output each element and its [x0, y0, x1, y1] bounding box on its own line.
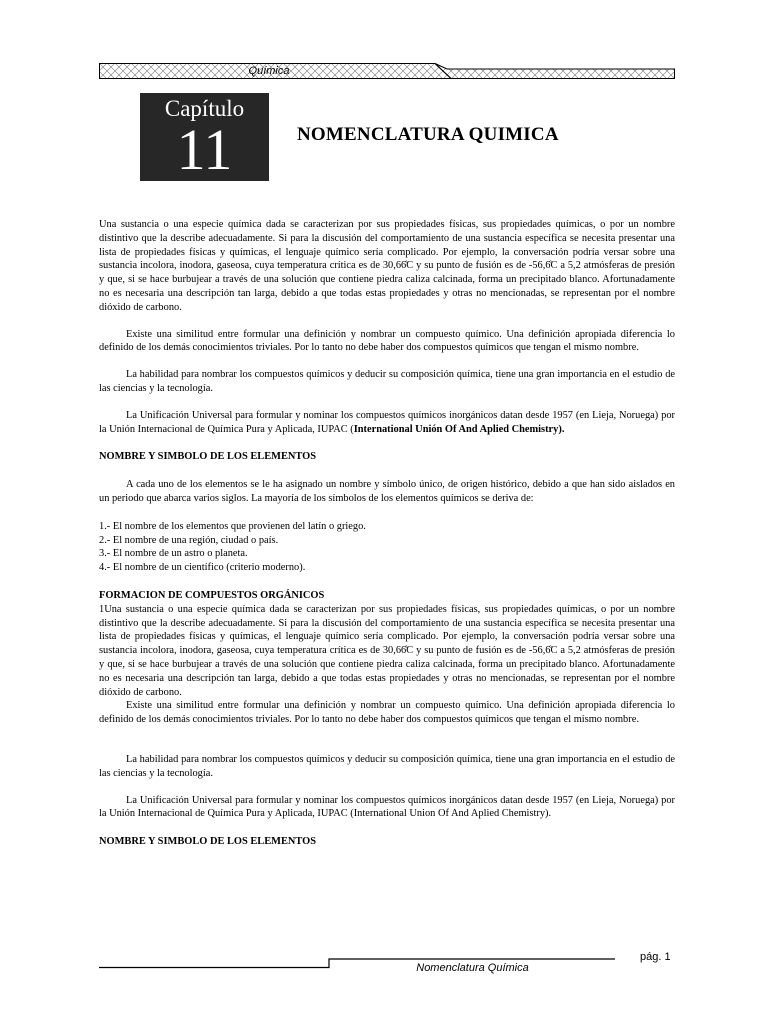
- page-title: NOMENCLATURA QUIMICA: [297, 124, 559, 145]
- paragraph: 1Una sustancia o una especie química dada se caracterizan por sus propiedades físicas, sus propiedades químicas, o por un nombre distintivo que la describe adecuadamente. Si para la discusión del comportamiento de una sustancia específica se necesita presentar una lista de propiedades físicas y químicas, el lenguaje químico sería complicado. Por ejemplo, la conversación podría versar sobre una sustancia incolora, inodora, gaseosa, cuya temperatura crítica es de 30,66̊C y su punto de fusión es de -56,6̊C a 5,2 atmósferas de presión y que, si se hace burbujear a través de una solución que contiene piedra caliza calcinada, forma un precipitado blanco. Afortunadamente no es necesaria una descripción tan larga, debido a que todas estas propiedades y otras no mencionadas, se representan por el nombre dióxido de carbono.: [99, 603, 675, 698]
- header-subject: Química: [248, 65, 290, 77]
- document-body: [99, 218, 675, 849]
- paragraph-bold: International Unión Of And Aplied Chemistry).: [353, 423, 565, 435]
- chapter-box: [140, 93, 269, 181]
- chapter-label: Capítulo: [164, 96, 245, 121]
- paragraph: La habilidad para nombrar los compuestos químicos y deducir su composición química, tiene una gran importancia en el estudio de las ciencias y la tecnología.: [99, 753, 675, 779]
- section-heading: FORMACION DE COMPUESTOS ORGÁNICOS: [99, 589, 325, 601]
- section-heading: NOMBRE Y SIMBOLO DE LOS ELEMENTOS: [99, 836, 316, 848]
- paragraph: Existe una similitud entre formular una definición y nombrar un compuesto químico. Una definición apropiada diferencia lo definido de los demás conocimientos triviales. Por lo tanto no debe haber dos compuestos químicos que tengan el mismo nombre.: [99, 328, 675, 354]
- paragraph-text: La Unificación Universal para formular y nominar los compuestos químicos inorgánicos datan desde 1957 (en Lieja, Noruega) por la Unión Internacional de Química Pura y Aplicada, IUPAC (: [99, 409, 675, 435]
- paragraph: Una sustancia o una especie química dada se caracterizan por sus propiedades físicas, sus propiedades químicas, o por un nombre distintivo que la describe adecuadamente. Si para la discusión del comportamiento de una sustancia específica se necesita presentar una lista de propiedades físicas y químicas, el lenguaje químico sería complicado. Por ejemplo, la conversación podría versar sobre una sustancia incolora, inodora, gaseosa, cuya temperatura crítica es de 30,66̊C y su punto de fusión es de -56,6̊C a 5,2 atmósferas de presión y que, si se hace burbujear a través de una solución que contiene piedra caliza calcinada, forma un precipitado blanco. Afortunadamente no es necesaria una descripción tan larga, debido a que todas estas propiedades y otras no mencionadas, se representan por el nombre dióxido de carbono.: [99, 219, 675, 313]
- section-heading: NOMBRE Y SIMBOLO DE LOS ELEMENTOS: [99, 451, 316, 463]
- list-item: 4.- El nombre de un científico (criterio moderno).: [99, 562, 306, 574]
- paragraph: La habilidad para nombrar los compuestos químicos y deducir su composición química, tiene una gran importancia en el estudio de las ciencias y la tecnología.: [99, 369, 675, 394]
- paragraph: A cada uno de los elementos se le ha asignado un nombre y símbolo único, de origen histórico, debido a que han sido aislados en un periodo que abarca varios siglos. La mayoría de los símbolos de los elementos químicos se deriva de:: [99, 479, 675, 504]
- paragraph: [99, 409, 675, 437]
- paragraph: Existe una similitud entre formular una definición y nombrar un compuesto químico. Una definición apropiada diferencia lo definido de los demás conocimientos triviales. Por lo tanto no debe haber dos compuestos químicos que tengan el mismo nombre.: [99, 700, 675, 726]
- paragraph: La Unificación Universal para formular y nominar los compuestos químicos inorgánicos datan desde 1957 (en Lieja, Noruega) por la Unión Internacional de Química Pura y Aplicada, IUPAC (International Union Of And Aplied Chemistry).: [99, 794, 675, 820]
- chapter-number: 11: [176, 117, 233, 182]
- list-item: 1.- El nombre de los elementos que provienen del latín o griego.: [99, 520, 366, 532]
- page-number: pág. 1: [640, 951, 671, 963]
- footer-title: Nomenclatura Química: [416, 962, 529, 974]
- list-item: 2.- El nombre de una región, ciudad o país.: [99, 534, 279, 546]
- list-item: 3.- El nombre de un astro o planeta.: [99, 548, 248, 560]
